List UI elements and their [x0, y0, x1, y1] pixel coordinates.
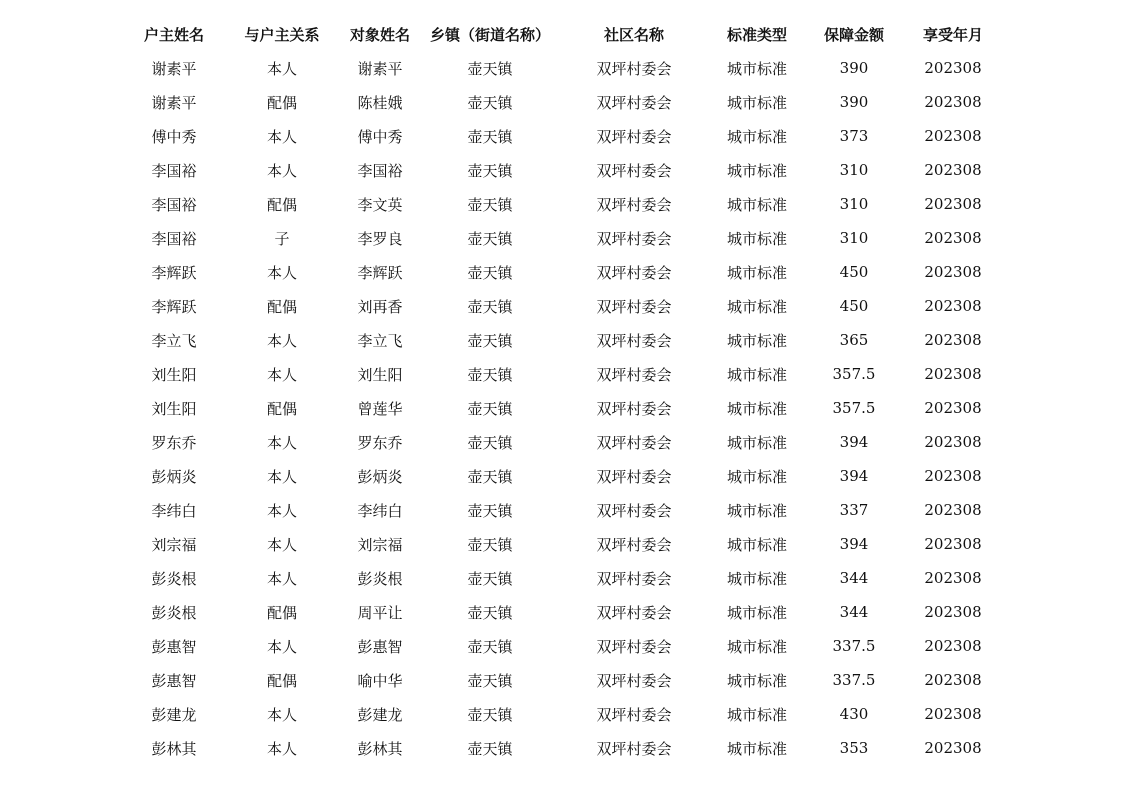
- relationship-cell: 本人: [266, 535, 297, 554]
- amount-cell: 450: [839, 263, 869, 281]
- township-cell: 壶天镇: [467, 297, 513, 316]
- year-month-cell: 202308: [924, 195, 982, 213]
- table-row: [120, 119, 1000, 153]
- community-cell: 双坪村委会: [596, 569, 672, 588]
- township-cell: 壶天镇: [467, 365, 513, 384]
- community-cell: 双坪村委会: [596, 399, 672, 418]
- relationship-cell: 本人: [266, 263, 297, 282]
- household-head-name-cell: 刘生阳: [151, 399, 197, 418]
- relationship-cell: 本人: [266, 467, 297, 486]
- year-month-cell: 202308: [924, 603, 982, 621]
- recipient-name-cell: 罗东乔: [357, 433, 403, 452]
- table-row: [120, 425, 1000, 459]
- community-cell: 双坪村委会: [596, 739, 672, 758]
- amount-cell: 344: [839, 569, 869, 587]
- household-head-name-cell: 彭炳炎: [151, 467, 197, 486]
- household-head-name-cell: 李国裕: [151, 229, 197, 248]
- community-cell: 双坪村委会: [596, 195, 672, 214]
- relationship-cell: 子: [274, 229, 290, 248]
- header-relationship: 与户主关系: [244, 25, 320, 44]
- relationship-cell: 配偶: [266, 93, 297, 112]
- table-row: [120, 731, 1000, 765]
- household-head-name-cell: 彭炎根: [151, 569, 197, 588]
- standard-type-cell: 城市标准: [726, 705, 787, 724]
- relationship-cell: 配偶: [266, 671, 297, 690]
- household-head-name-cell: 彭惠智: [151, 671, 197, 690]
- header-standard-type: 标准类型: [726, 25, 787, 44]
- table-row: [120, 561, 1000, 595]
- standard-type-cell: 城市标准: [726, 739, 787, 758]
- household-head-name-cell: 李纬白: [151, 501, 197, 520]
- year-month-cell: 202308: [924, 93, 982, 111]
- relationship-cell: 本人: [266, 59, 297, 78]
- table-row: [120, 289, 1000, 323]
- household-head-name-cell: 罗东乔: [151, 433, 197, 452]
- township-cell: 壶天镇: [467, 705, 513, 724]
- recipient-name-cell: 李文英: [357, 195, 403, 214]
- year-month-cell: 202308: [924, 467, 982, 485]
- year-month-cell: 202308: [924, 501, 982, 519]
- township-cell: 壶天镇: [467, 501, 513, 520]
- amount-cell: 344: [839, 603, 869, 621]
- table-row: [120, 629, 1000, 663]
- table-row: [120, 85, 1000, 119]
- household-head-name-cell: 李立飞: [151, 331, 197, 350]
- township-cell: 壶天镇: [467, 195, 513, 214]
- household-head-name-cell: 彭建龙: [151, 705, 197, 724]
- amount-cell: 353: [839, 739, 869, 757]
- header-household-head-name: 户主姓名: [143, 25, 204, 44]
- community-cell: 双坪村委会: [596, 161, 672, 180]
- header-community: 社区名称: [603, 25, 664, 44]
- table-row: [120, 221, 1000, 255]
- year-month-cell: 202308: [924, 739, 982, 757]
- amount-cell: 337.5: [832, 671, 876, 689]
- community-cell: 双坪村委会: [596, 331, 672, 350]
- table-row: [120, 663, 1000, 697]
- relationship-cell: 本人: [266, 569, 297, 588]
- table-body: [120, 51, 1000, 765]
- township-cell: 壶天镇: [467, 467, 513, 486]
- recipient-name-cell: 李罗良: [357, 229, 403, 248]
- community-cell: 双坪村委会: [596, 433, 672, 452]
- table-row: [120, 153, 1000, 187]
- community-cell: 双坪村委会: [596, 637, 672, 656]
- table-row: [120, 493, 1000, 527]
- recipient-name-cell: 傅中秀: [357, 127, 403, 146]
- relationship-cell: 本人: [266, 161, 297, 180]
- household-head-name-cell: 刘宗福: [151, 535, 197, 554]
- relationship-cell: 本人: [266, 501, 297, 520]
- community-cell: 双坪村委会: [596, 501, 672, 520]
- recipient-name-cell: 周平让: [357, 603, 403, 622]
- table-row: [120, 255, 1000, 289]
- standard-type-cell: 城市标准: [726, 399, 787, 418]
- recipient-name-cell: 李立飞: [357, 331, 403, 350]
- amount-cell: 394: [839, 467, 869, 485]
- community-cell: 双坪村委会: [596, 229, 672, 248]
- amount-cell: 390: [839, 59, 869, 77]
- household-head-name-cell: 彭林其: [151, 739, 197, 758]
- standard-type-cell: 城市标准: [726, 433, 787, 452]
- relationship-cell: 本人: [266, 739, 297, 758]
- township-cell: 壶天镇: [467, 229, 513, 248]
- relationship-cell: 本人: [266, 331, 297, 350]
- amount-cell: 310: [839, 195, 869, 213]
- table-row: [120, 187, 1000, 221]
- recipient-name-cell: 李国裕: [357, 161, 403, 180]
- recipient-name-cell: 彭建龙: [357, 705, 403, 724]
- table-row: [120, 595, 1000, 629]
- township-cell: 壶天镇: [467, 93, 513, 112]
- relationship-cell: 本人: [266, 705, 297, 724]
- community-cell: 双坪村委会: [596, 297, 672, 316]
- recipient-name-cell: 谢素平: [357, 59, 403, 78]
- township-cell: 壶天镇: [467, 263, 513, 282]
- year-month-cell: 202308: [924, 331, 982, 349]
- township-cell: 壶天镇: [467, 399, 513, 418]
- recipient-name-cell: 曾莲华: [357, 399, 403, 418]
- amount-cell: 390: [839, 93, 869, 111]
- recipient-name-cell: 陈桂娥: [357, 93, 403, 112]
- year-month-cell: 202308: [924, 127, 982, 145]
- year-month-cell: 202308: [924, 569, 982, 587]
- standard-type-cell: 城市标准: [726, 603, 787, 622]
- standard-type-cell: 城市标准: [726, 365, 787, 384]
- township-cell: 壶天镇: [467, 161, 513, 180]
- recipient-name-cell: 刘再香: [357, 297, 403, 316]
- standard-type-cell: 城市标准: [726, 127, 787, 146]
- community-cell: 双坪村委会: [596, 671, 672, 690]
- amount-cell: 394: [839, 433, 869, 451]
- recipient-name-cell: 刘生阳: [357, 365, 403, 384]
- household-head-name-cell: 李辉跃: [151, 263, 197, 282]
- township-cell: 壶天镇: [467, 433, 513, 452]
- standard-type-cell: 城市标准: [726, 501, 787, 520]
- amount-cell: 337.5: [832, 637, 876, 655]
- table-header: [120, 17, 1000, 51]
- recipient-name-cell: 彭林其: [357, 739, 403, 758]
- relationship-cell: 配偶: [266, 297, 297, 316]
- amount-cell: 310: [839, 161, 869, 179]
- household-head-name-cell: 彭炎根: [151, 603, 197, 622]
- relationship-cell: 配偶: [266, 399, 297, 418]
- amount-cell: 365: [839, 331, 869, 349]
- header-township: 乡镇（街道名称）: [429, 25, 550, 44]
- community-cell: 双坪村委会: [596, 365, 672, 384]
- community-cell: 双坪村委会: [596, 127, 672, 146]
- year-month-cell: 202308: [924, 59, 982, 77]
- header-row: [120, 17, 1000, 51]
- household-head-name-cell: 傅中秀: [151, 127, 197, 146]
- year-month-cell: 202308: [924, 671, 982, 689]
- amount-cell: 430: [839, 705, 869, 723]
- recipient-name-cell: 彭惠智: [357, 637, 403, 656]
- standard-type-cell: 城市标准: [726, 93, 787, 112]
- relationship-cell: 本人: [266, 637, 297, 656]
- household-head-name-cell: 彭惠智: [151, 637, 197, 656]
- header-amount: 保障金额: [823, 25, 884, 44]
- standard-type-cell: 城市标准: [726, 229, 787, 248]
- table-row: [120, 323, 1000, 357]
- subsidy-roster-table: [120, 17, 1000, 765]
- township-cell: 壶天镇: [467, 671, 513, 690]
- recipient-name-cell: 刘宗福: [357, 535, 403, 554]
- standard-type-cell: 城市标准: [726, 637, 787, 656]
- township-cell: 壶天镇: [467, 127, 513, 146]
- standard-type-cell: 城市标准: [726, 263, 787, 282]
- standard-type-cell: 城市标准: [726, 297, 787, 316]
- household-head-name-cell: 李辉跃: [151, 297, 197, 316]
- township-cell: 壶天镇: [467, 59, 513, 78]
- household-head-name-cell: 刘生阳: [151, 365, 197, 384]
- amount-cell: 373: [839, 127, 869, 145]
- year-month-cell: 202308: [924, 535, 982, 553]
- household-head-name-cell: 李国裕: [151, 161, 197, 180]
- recipient-name-cell: 李辉跃: [357, 263, 403, 282]
- township-cell: 壶天镇: [467, 331, 513, 350]
- table-row: [120, 459, 1000, 493]
- year-month-cell: 202308: [924, 705, 982, 723]
- amount-cell: 337: [839, 501, 869, 519]
- year-month-cell: 202308: [924, 399, 982, 417]
- community-cell: 双坪村委会: [596, 467, 672, 486]
- year-month-cell: 202308: [924, 229, 982, 247]
- township-cell: 壶天镇: [467, 739, 513, 758]
- recipient-name-cell: 李纬白: [357, 501, 403, 520]
- year-month-cell: 202308: [924, 161, 982, 179]
- community-cell: 双坪村委会: [596, 535, 672, 554]
- amount-cell: 310: [839, 229, 869, 247]
- year-month-cell: 202308: [924, 365, 982, 383]
- household-head-name-cell: 李国裕: [151, 195, 197, 214]
- standard-type-cell: 城市标准: [726, 161, 787, 180]
- township-cell: 壶天镇: [467, 569, 513, 588]
- standard-type-cell: 城市标准: [726, 59, 787, 78]
- year-month-cell: 202308: [924, 433, 982, 451]
- year-month-cell: 202308: [924, 263, 982, 281]
- standard-type-cell: 城市标准: [726, 671, 787, 690]
- township-cell: 壶天镇: [467, 603, 513, 622]
- amount-cell: 450: [839, 297, 869, 315]
- recipient-name-cell: 彭炎根: [357, 569, 403, 588]
- community-cell: 双坪村委会: [596, 603, 672, 622]
- header-recipient-name: 对象姓名: [349, 25, 410, 44]
- standard-type-cell: 城市标准: [726, 569, 787, 588]
- standard-type-cell: 城市标准: [726, 467, 787, 486]
- amount-cell: 357.5: [832, 365, 876, 383]
- amount-cell: 357.5: [832, 399, 876, 417]
- recipient-name-cell: 彭炳炎: [357, 467, 403, 486]
- table-row: [120, 357, 1000, 391]
- standard-type-cell: 城市标准: [726, 535, 787, 554]
- relationship-cell: 本人: [266, 433, 297, 452]
- header-year-month: 享受年月: [922, 25, 983, 44]
- standard-type-cell: 城市标准: [726, 331, 787, 350]
- relationship-cell: 本人: [266, 365, 297, 384]
- community-cell: 双坪村委会: [596, 705, 672, 724]
- year-month-cell: 202308: [924, 637, 982, 655]
- township-cell: 壶天镇: [467, 637, 513, 656]
- community-cell: 双坪村委会: [596, 93, 672, 112]
- table-row: [120, 527, 1000, 561]
- amount-cell: 394: [839, 535, 869, 553]
- year-month-cell: 202308: [924, 297, 982, 315]
- household-head-name-cell: 谢素平: [151, 93, 197, 112]
- standard-type-cell: 城市标准: [726, 195, 787, 214]
- community-cell: 双坪村委会: [596, 59, 672, 78]
- table-row: [120, 51, 1000, 85]
- relationship-cell: 配偶: [266, 603, 297, 622]
- relationship-cell: 配偶: [266, 195, 297, 214]
- table-row: [120, 697, 1000, 731]
- township-cell: 壶天镇: [467, 535, 513, 554]
- relationship-cell: 本人: [266, 127, 297, 146]
- community-cell: 双坪村委会: [596, 263, 672, 282]
- recipient-name-cell: 喻中华: [357, 671, 403, 690]
- household-head-name-cell: 谢素平: [151, 59, 197, 78]
- table-row: [120, 391, 1000, 425]
